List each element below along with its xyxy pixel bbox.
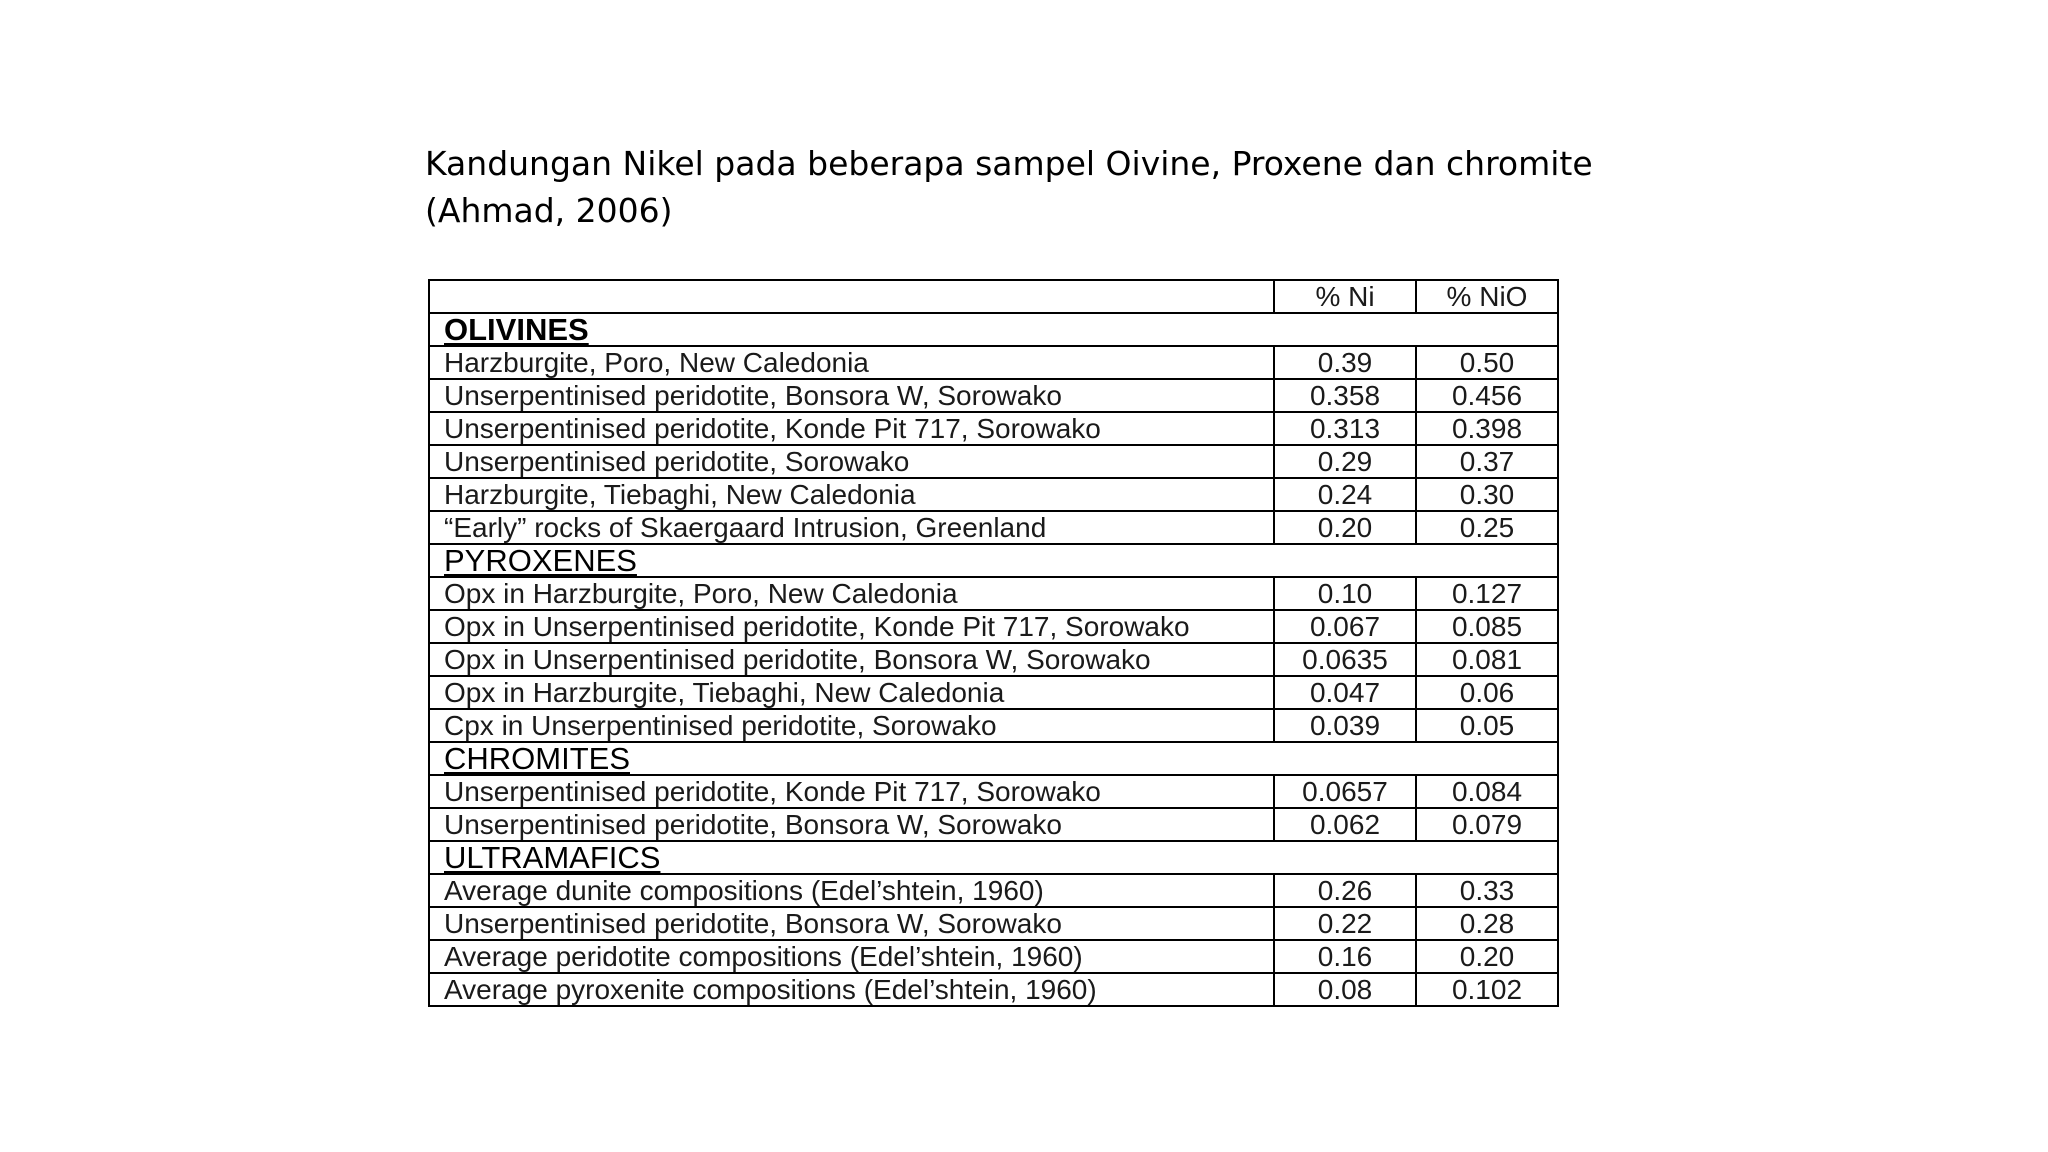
section-row-chromites (429, 742, 1558, 775)
ni-percent-cell: 0.10 (1274, 577, 1416, 610)
table-row (429, 907, 1558, 940)
nio-percent-cell: 0.30 (1416, 478, 1558, 511)
nio-percent-cell: 0.05 (1416, 709, 1558, 742)
ni-percent-cell: 0.08 (1274, 973, 1416, 1006)
nio-percent-cell: 0.079 (1416, 808, 1558, 841)
nio-percent-cell: 0.37 (1416, 445, 1558, 478)
sample-description-cell: Unserpentinised peridotite, Bonsora W, Sorowako (429, 379, 1274, 412)
nio-percent-cell: 0.20 (1416, 940, 1558, 973)
section-heading: OLIVINES (429, 313, 1558, 346)
sample-description-cell: “Early” rocks of Skaergaard Intrusion, Greenland (429, 511, 1274, 544)
sample-description-cell: Opx in Harzburgite, Poro, New Caledonia (429, 577, 1274, 610)
ni-percent-cell: 0.313 (1274, 412, 1416, 445)
table-row (429, 346, 1558, 379)
table-row (429, 775, 1558, 808)
ni-percent-cell: 0.047 (1274, 676, 1416, 709)
nio-percent-cell: 0.33 (1416, 874, 1558, 907)
ni-percent-cell: 0.0635 (1274, 643, 1416, 676)
table-row (429, 445, 1558, 478)
sample-description-cell: Unserpentinised peridotite, Bonsora W, Sorowako (429, 907, 1274, 940)
nio-percent-cell: 0.127 (1416, 577, 1558, 610)
sample-description-cell: Harzburgite, Poro, New Caledonia (429, 346, 1274, 379)
section-row-olivines (429, 313, 1558, 346)
table-row (429, 676, 1558, 709)
nio-percent-cell: 0.06 (1416, 676, 1558, 709)
ni-percent-cell: 0.22 (1274, 907, 1416, 940)
header-ni-percent: % Ni (1274, 280, 1416, 313)
sample-description-cell: Average dunite compositions (Edel’shtein, 1960) (429, 874, 1274, 907)
table-row (429, 610, 1558, 643)
table-row (429, 643, 1558, 676)
section-heading: CHROMITES (429, 742, 1558, 775)
ni-percent-cell: 0.29 (1274, 445, 1416, 478)
table-row (429, 709, 1558, 742)
nio-percent-cell: 0.102 (1416, 973, 1558, 1006)
slide-title-line-2: (Ahmad, 2006) (425, 191, 673, 230)
ni-percent-cell: 0.16 (1274, 940, 1416, 973)
table-row (429, 511, 1558, 544)
slide-title (425, 140, 1625, 234)
sample-description-cell: Unserpentinised peridotite, Konde Pit 717, Sorowako (429, 775, 1274, 808)
ni-percent-cell: 0.39 (1274, 346, 1416, 379)
ni-percent-cell: 0.26 (1274, 874, 1416, 907)
nio-percent-cell: 0.50 (1416, 346, 1558, 379)
nio-percent-cell: 0.398 (1416, 412, 1558, 445)
nio-percent-cell: 0.081 (1416, 643, 1558, 676)
header-nio-percent: % NiO (1416, 280, 1558, 313)
nio-percent-cell: 0.085 (1416, 610, 1558, 643)
ni-percent-cell: 0.358 (1274, 379, 1416, 412)
table-row (429, 379, 1558, 412)
section-heading: PYROXENES (429, 544, 1558, 577)
table-row (429, 940, 1558, 973)
header-description (429, 280, 1274, 313)
table-row (429, 808, 1558, 841)
nio-percent-cell: 0.28 (1416, 907, 1558, 940)
sample-description-cell: Unserpentinised peridotite, Bonsora W, Sorowako (429, 808, 1274, 841)
table-row (429, 973, 1558, 1006)
table-header-row (429, 280, 1558, 313)
ni-percent-cell: 0.039 (1274, 709, 1416, 742)
nio-percent-cell: 0.084 (1416, 775, 1558, 808)
sample-description-cell: Average pyroxenite compositions (Edel’shtein, 1960) (429, 973, 1274, 1006)
nickel-content-table (428, 279, 1559, 1007)
table-body (429, 313, 1558, 1006)
table-row (429, 478, 1558, 511)
sample-description-cell: Average peridotite compositions (Edel’shtein, 1960) (429, 940, 1274, 973)
sample-description-cell: Cpx in Unserpentinised peridotite, Sorowako (429, 709, 1274, 742)
table-row (429, 577, 1558, 610)
ni-percent-cell: 0.24 (1274, 478, 1416, 511)
sample-description-cell: Harzburgite, Tiebaghi, New Caledonia (429, 478, 1274, 511)
nio-percent-cell: 0.456 (1416, 379, 1558, 412)
table-row (429, 412, 1558, 445)
sample-description-cell: Opx in Unserpentinised peridotite, Bonsora W, Sorowako (429, 643, 1274, 676)
sample-description-cell: Opx in Unserpentinised peridotite, Konde Pit 717, Sorowako (429, 610, 1274, 643)
ni-percent-cell: 0.0657 (1274, 775, 1416, 808)
ni-percent-cell: 0.20 (1274, 511, 1416, 544)
section-row-pyroxenes (429, 544, 1558, 577)
section-heading: ULTRAMAFICS (429, 841, 1558, 874)
sample-description-cell: Unserpentinised peridotite, Konde Pit 717, Sorowako (429, 412, 1274, 445)
table-row (429, 874, 1558, 907)
sample-description-cell: Opx in Harzburgite, Tiebaghi, New Caledonia (429, 676, 1274, 709)
sample-description-cell: Unserpentinised peridotite, Sorowako (429, 445, 1274, 478)
ni-percent-cell: 0.067 (1274, 610, 1416, 643)
section-row-ultramafics (429, 841, 1558, 874)
slide-title-line-1: Kandungan Nikel pada beberapa sampel Oivine, Proxene dan chromite (425, 144, 1593, 183)
nio-percent-cell: 0.25 (1416, 511, 1558, 544)
ni-percent-cell: 0.062 (1274, 808, 1416, 841)
